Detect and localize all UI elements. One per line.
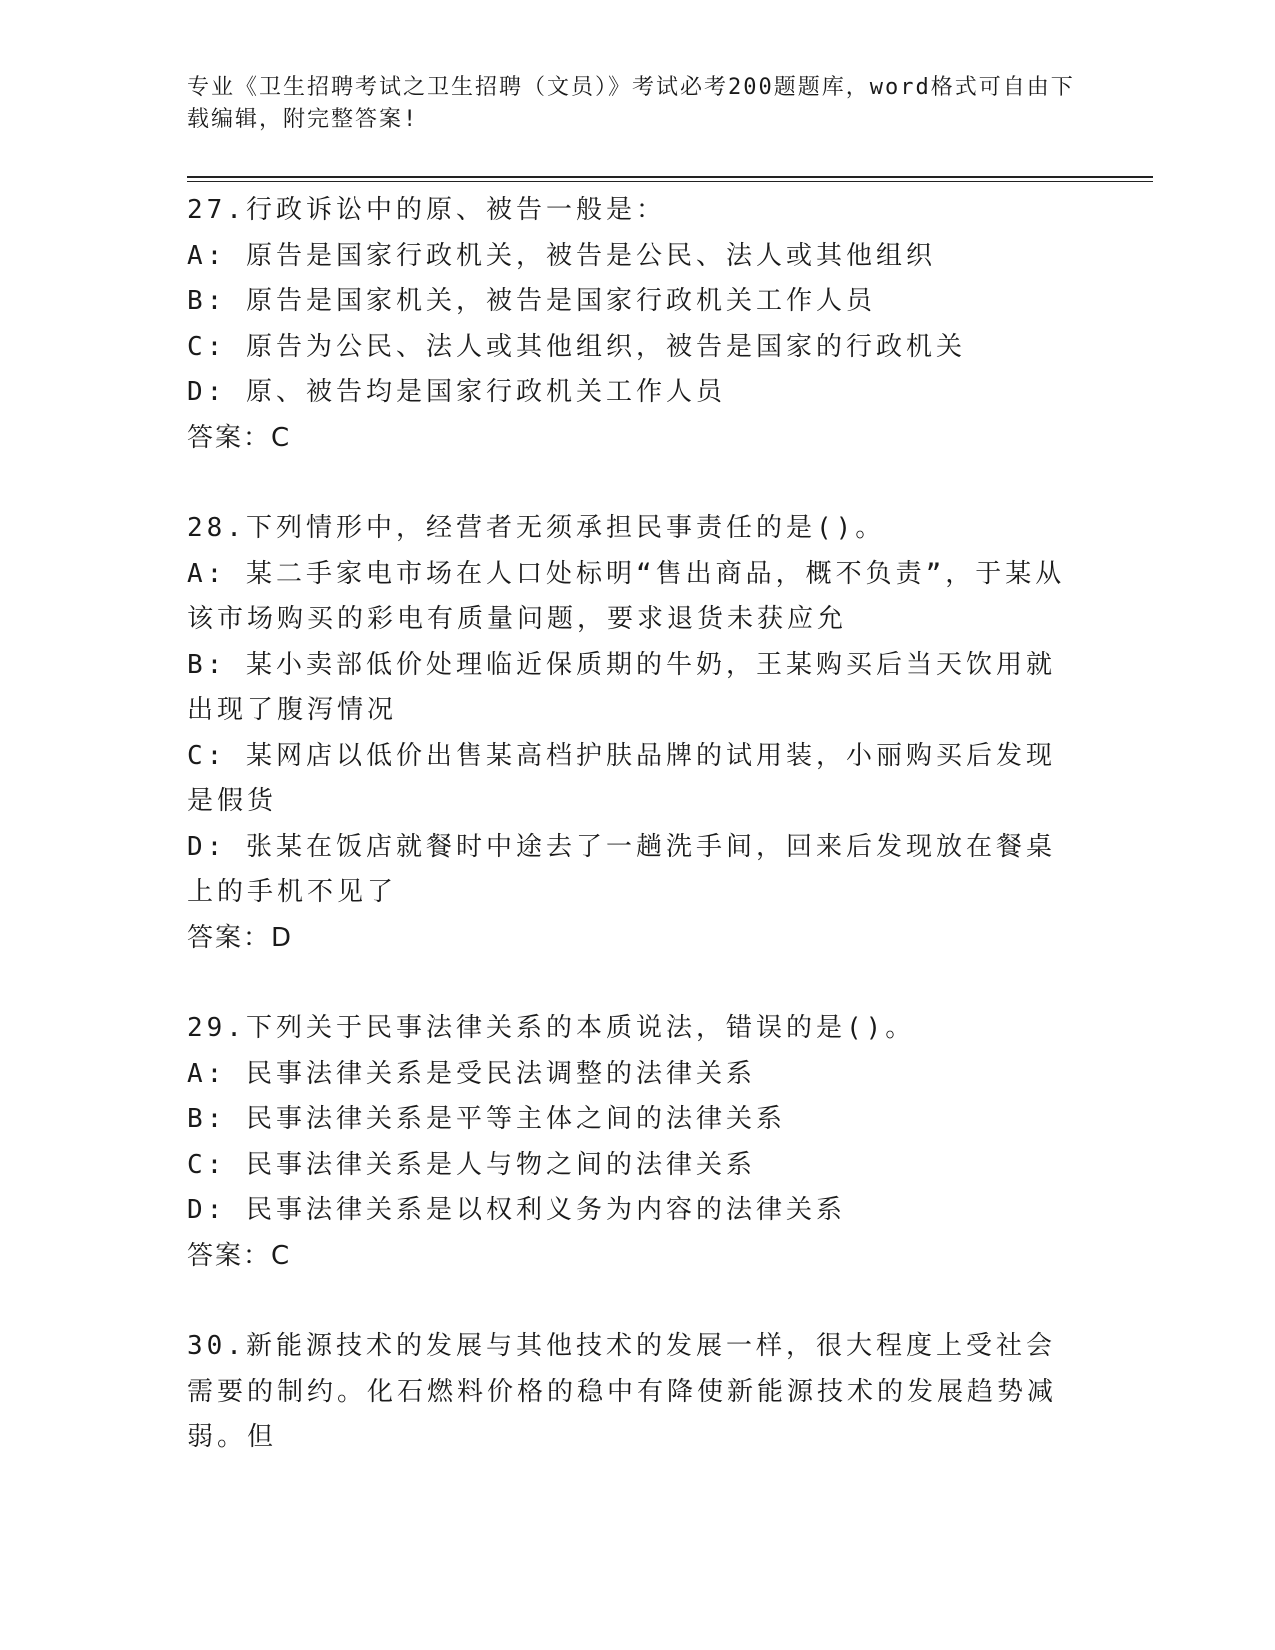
header-divider <box>187 176 1153 182</box>
question-stem: 29.下列关于民事法律关系的本质说法，错误的是()。 <box>187 1013 916 1043</box>
option-d: D: 民事法律关系是以权利义务为内容的法律关系 <box>187 1195 846 1225</box>
option-a: A: 原告是国家行政机关，被告是公民、法人或其他组织 <box>187 240 936 271</box>
header-title: 专业《卫生招聘考试之卫生招聘（文员）》考试必考200题题库，word格式可自由下载编辑，附完整答案! <box>187 75 1075 132</box>
question-stem: 30.新能源技术的发展与其他技术的发展一样，很大程度上受社会需要的制约。化石燃料价格的稳中有降使新能源技术的发展趋势减弱。但 <box>187 1331 1058 1452</box>
question-stem: 28.下列情形中，经营者无须承担民事责任的是()。 <box>187 513 886 543</box>
question-28 <box>187 506 1067 961</box>
option-a: A: 某二手家电市场在人口处标明“售出商品，概不负责”，于某从该市场购买的彩电有质量问题，要求退货未获应允 <box>187 558 1066 634</box>
question-stem: 27.行政诉讼中的原、被告一般是： <box>187 195 666 225</box>
option-a: A: 民事法律关系是受民法调整的法律关系 <box>187 1058 756 1089</box>
answer-line: 答案：C <box>187 1240 292 1271</box>
option-d: D: 张某在饭店就餐时中途去了一趟洗手间，回来后发现放在餐桌上的手机不见了 <box>187 831 1056 907</box>
option-c: C: 某网店以低价出售某高档护肤品牌的试用装，小丽购买后发现是假货 <box>187 740 1056 816</box>
question-list <box>187 188 1067 1461</box>
option-d: D: 原、被告均是国家行政机关工作人员 <box>187 377 726 407</box>
option-c: C: 民事法律关系是人与物之间的法律关系 <box>187 1149 756 1180</box>
option-b: B: 原告是国家机关，被告是国家行政机关工作人员 <box>187 286 876 316</box>
option-b: B: 某小卖部低价处理临近保质期的牛奶，王某购买后当天饮用就出现了腹泻情况 <box>187 649 1056 725</box>
document-header <box>187 72 1087 136</box>
question-29 <box>187 1006 1067 1279</box>
question-27 <box>187 188 1067 461</box>
question-30 <box>187 1324 1067 1461</box>
answer-line: 答案：C <box>187 422 292 453</box>
divider-thick-line <box>187 176 1153 178</box>
option-c: C: 原告为公民、法人或其他组织，被告是国家的行政机关 <box>187 331 966 362</box>
answer-line: 答案：D <box>187 922 294 953</box>
option-b: B: 民事法律关系是平等主体之间的法律关系 <box>187 1104 786 1134</box>
divider-thin-line <box>187 181 1153 182</box>
